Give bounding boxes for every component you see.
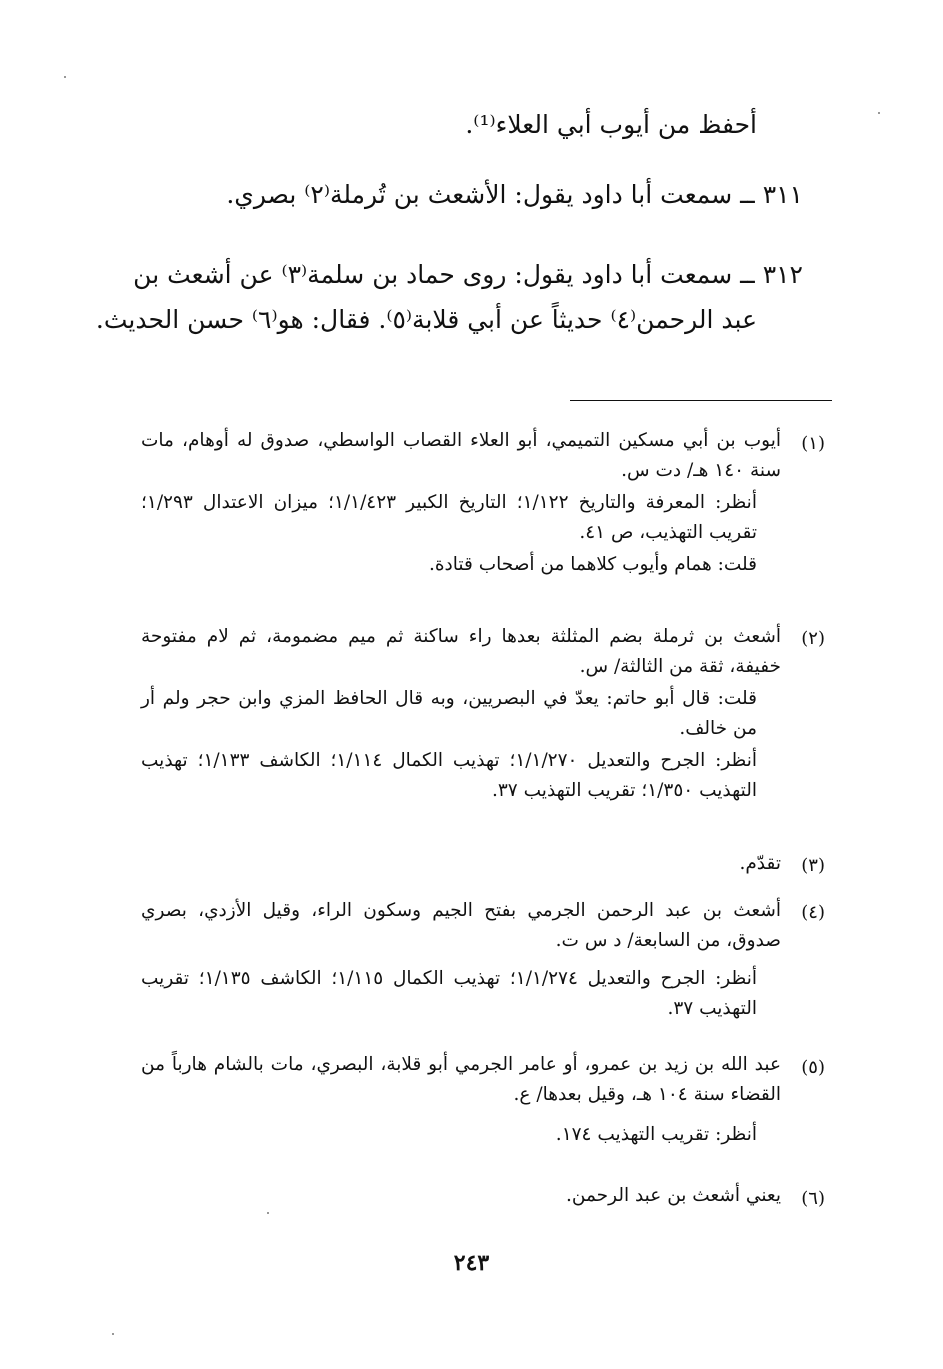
footnote-number: (٥) [801, 1057, 825, 1078]
footnote-6 [141, 1181, 781, 1211]
entry-312-line-2: عبد الرحمن⁽٤⁾ حديثاً عن أبي قلابة⁽٥⁾. فقال: هو⁽٦⁾ حسن الحديث. [95, 305, 757, 334]
footnote-number: (٤) [801, 902, 825, 923]
footnote-2 [141, 622, 781, 806]
scan-speck [878, 112, 880, 114]
footnote-separator [570, 400, 832, 401]
entry-311: ٣١١ ــ سمعت أبا داود يقول: الأشعث بن تُرملة⁽٢⁾ بصري. [226, 180, 803, 209]
page-number: ٢٤٣ [453, 1250, 490, 1276]
footnote-paragraph: أنظر: الجرح والتعديل ١/١/٢٧٤؛ تهذيب الكمال ١/١١٥؛ الكاشف ١/١٣٥؛ تقريب التهذيب ٣٧. [141, 968, 757, 1019]
footnote-paragraph: أشعث بن عبد الرحمن الجرمي بفتح الجيم وسكون الراء، وقيل الأزدي، بصري صدوق، من السابعة/ د س ت. [141, 900, 781, 951]
footnote-paragraph: قلت: همام وأيوب كلاهما من أصحاب قتادة. [428, 554, 757, 575]
footnote-5 [141, 1050, 781, 1150]
footnote-number: (٦) [801, 1188, 825, 1209]
footnote-paragraph: عبد الله بن زيد بن عمرو، أو عامر الجرمي أبو قلابة، البصري، مات بالشام هارباً من القضاء سنة ١٠٤ هـ، وقيل بعدها/ ع. [141, 1054, 781, 1105]
scan-speck [267, 1212, 269, 1214]
footnote-paragraph: أنظر: تقريب التهذيب ١٧٤. [555, 1124, 757, 1145]
footnote-paragraph: أشعث بن ثرملة بضم المثلثة بعدها راء ساكنة ثم ميم مضمومة، ثم لام مفتوحة خفيفة، ثقة من الثالثة/ س. [141, 626, 781, 677]
footnote-4 [141, 896, 781, 1024]
scan-speck [112, 1333, 114, 1335]
footnote-paragraph: قلت: قال أبو حاتم: يعدّ في البصريين، وبه قال الحافظ المزي وابن حجر ولم أر من خالف. [141, 688, 757, 739]
footnote-paragraph: تقدّم. [739, 853, 781, 874]
footnote-3 [141, 849, 781, 879]
footnote-number: (٣) [801, 855, 825, 876]
entry-312-line-1: ٣١٢ ــ سمعت أبا داود يقول: روى حماد بن سلمة⁽٣⁾ عن أشعث بن [133, 260, 803, 289]
footnote-paragraph: أيوب بن أبي مسكين التميمي، أبو العلاء القصاب الواسطي، صدوق له أوهام، مات سنة ١٤٠ هـ/ دت س. [141, 430, 781, 481]
footnote-paragraph: أنظر: الجرح والتعديل ١/١/٢٧٠؛ تهذيب الكمال ١/١١٤؛ الكاشف ١/١٣٣؛ تهذيب التهذيب ١/٣٥٠؛ تقريب التهذيب ٣٧. [141, 750, 757, 801]
footnote-number: (١) [801, 433, 825, 454]
footnote-1 [141, 426, 781, 580]
main-text-line-1: أحفظ من أيوب أبي العلاء⁽¹⁾. [465, 110, 757, 139]
scan-speck [64, 76, 66, 78]
footnote-paragraph: أنظر: المعرفة والتاريخ ١/١٢٢؛ التاريخ الكبير ١/١/٤٢٣؛ ميزان الاعتدال ١/٢٩٣؛ تقريب التهذيب، ص ٤١. [141, 492, 757, 543]
footnote-paragraph: يعني أشعث بن عبد الرحمن. [566, 1185, 781, 1206]
footnote-number: (٢) [801, 628, 825, 649]
